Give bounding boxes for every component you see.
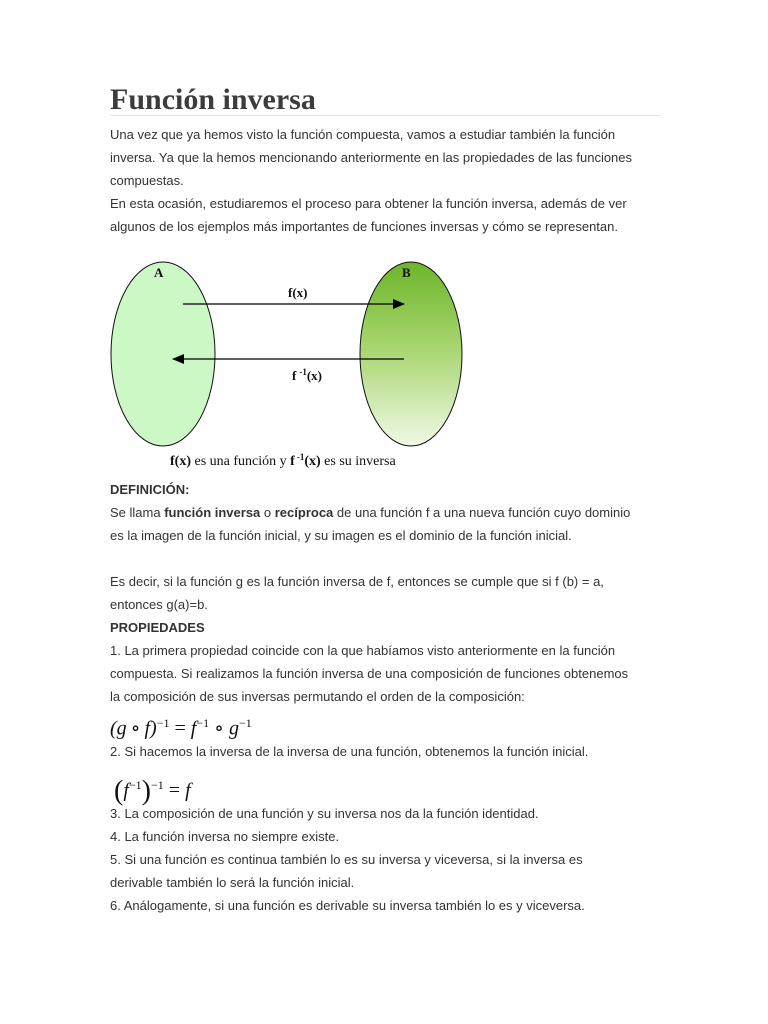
property-2: 2. Si hacemos la inversa de la inversa de una función, obtenemos la función inicial. bbox=[110, 744, 589, 759]
property-5-line: 5. Si una función es continua también lo es su inversa y viceversa, si la inversa es bbox=[110, 852, 583, 867]
article bbox=[110, 84, 660, 917]
page-title: Función inversa bbox=[110, 84, 660, 116]
set-a-label: A bbox=[154, 265, 164, 280]
term-inverse: función inversa bbox=[164, 505, 261, 520]
text-line: inversa. Ya que la hemos mencionando anteriormente en las propiedades de las funciones bbox=[110, 150, 633, 165]
definition-line: Es decir, si la función g es la función inversa de f, entonces se cumple que si f (b) = a, bbox=[110, 574, 604, 589]
set-a-ellipse bbox=[111, 262, 215, 446]
set-b-ellipse bbox=[360, 262, 462, 446]
definition-line: entonces g(a)=b. bbox=[110, 597, 208, 612]
definition-line: es la imagen de la función inicial, y su imagen es el dominio de la función inicial. bbox=[110, 528, 572, 543]
forward-arrow-label: f(x) bbox=[288, 285, 308, 300]
text-line: algunos de los ejemplos más importantes de funciones inversas y cómo se representan. bbox=[110, 219, 618, 234]
property-1-line: 1. La primera propiedad coincide con la que habíamos visto anteriormente en la función bbox=[110, 643, 616, 658]
term-reciprocal: recíproca bbox=[274, 505, 334, 520]
inverse-arrow-label: f $^{-1}$(x) bbox=[292, 367, 323, 383]
text-line: compuestas. bbox=[110, 173, 184, 188]
property-1-line: compuesta. Si realizamos la función inversa de una composición de funciones obtenemos bbox=[110, 666, 629, 681]
property-4: 4. La función inversa no siempre existe. bbox=[110, 829, 340, 844]
formula-double-inverse: $(f^{-1})^{-1} = f$ bbox=[114, 775, 191, 807]
definition-heading: DEFINICIÓN: bbox=[110, 482, 190, 497]
diagram-caption: f(x) es una función y f $^{-1}$(x) es su inversa bbox=[170, 452, 396, 469]
property-6: 6. Análogamente, si una función es derivable su inversa también lo es y viceversa. bbox=[110, 898, 585, 913]
set-b-label: B bbox=[402, 265, 411, 280]
definition-line: Se llama función inversa o recíproca de una función f a una nueva función cuyo dominio bbox=[110, 505, 631, 520]
text-line: En esta ocasión, estudiaremos el proceso para obtener la función inversa, además de ver bbox=[110, 196, 627, 211]
property-3: 3. La composición de una función y su inversa nos da la función identidad. bbox=[110, 806, 539, 821]
formula-inverse-composition: (g ∘ $f)^{-1} = f^{-1}$ ∘ $g^{-1}$ bbox=[110, 716, 252, 740]
properties-heading: PROPIEDADES bbox=[110, 620, 205, 635]
inverse-function-diagram bbox=[110, 246, 655, 478]
text-line: Una vez que ya hemos visto la función compuesta, vamos a estudiar también la función bbox=[110, 127, 616, 142]
diagram-svg bbox=[110, 246, 655, 478]
property-5-line: derivable también lo será la función inicial. bbox=[110, 875, 355, 890]
property-1-line: la composición de sus inversas permutando el orden de la composición: bbox=[110, 689, 525, 704]
intro-text bbox=[110, 123, 660, 238]
